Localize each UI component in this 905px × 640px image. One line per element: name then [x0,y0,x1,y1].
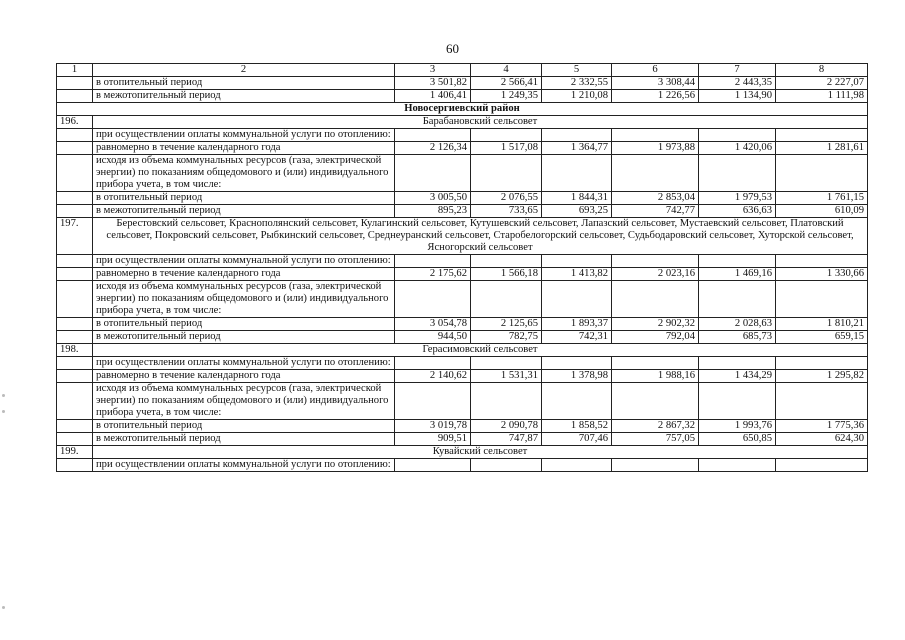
scan-mark [2,410,5,413]
value-cell: 3 005,50 [395,192,471,205]
value-cell: 2 140,62 [395,370,471,383]
table-row [57,370,868,383]
header-cell: 8 [776,64,868,77]
value-cell: 895,23 [395,205,471,218]
row-label: в отопительный период [93,77,395,90]
value-cell: 624,30 [776,433,868,446]
row-label: в межотопительный период [93,433,395,446]
row-label: при осуществлении оплаты коммунальной услуги по отоплению: [93,129,395,142]
value-cell: 650,85 [699,433,776,446]
table-row [57,205,868,218]
row-label: в отопительный период [93,318,395,331]
value-cell: 757,05 [612,433,699,446]
value-cell: 2 902,32 [612,318,699,331]
value-cell: 3 019,78 [395,420,471,433]
header-cell: 7 [699,64,776,77]
value-cell: 1 378,98 [542,370,612,383]
district-title: Новосергиевский район [57,103,868,116]
table-row [57,318,868,331]
table-row [57,433,868,446]
value-cell: 707,46 [542,433,612,446]
row-label: равномерно в течение календарного года [93,142,395,155]
value-cell: 2 566,41 [471,77,542,90]
header-cell: 5 [542,64,612,77]
table-row [57,90,868,103]
table-row [57,357,868,370]
value-cell: 2 023,16 [612,268,699,281]
row-label: исходя из объема коммунальных ресурсов (газа, электрической энергии) по показаниям общедомового и (или) индивидуального прибора учета, в том числе: [93,383,395,420]
value-cell: 1 420,06 [699,142,776,155]
table-row [57,155,868,192]
value-cell: 2 126,34 [395,142,471,155]
section-title-row [57,218,868,255]
value-cell: 1 330,66 [776,268,868,281]
value-cell: 1 249,35 [471,90,542,103]
value-cell: 1 988,16 [612,370,699,383]
section-number: 198. [57,344,93,357]
row-label: при осуществлении оплаты коммунальной услуги по отоплению: [93,357,395,370]
value-cell: 742,77 [612,205,699,218]
value-cell: 1 858,52 [542,420,612,433]
section-number: 199. [57,446,93,459]
header-cell: 6 [612,64,699,77]
value-cell: 659,15 [776,331,868,344]
section-title-row [57,446,868,459]
section-number: 197. [57,218,93,255]
value-cell: 610,09 [776,205,868,218]
value-cell: 1 775,36 [776,420,868,433]
scan-mark [2,394,5,397]
row-label: в межотопительный период [93,205,395,218]
section-title-row [57,344,868,357]
value-cell: 1 295,82 [776,370,868,383]
section-title-row [57,116,868,129]
value-cell: 2 332,55 [542,77,612,90]
value-cell: 742,31 [542,331,612,344]
tariff-table [56,63,868,472]
row-label: при осуществлении оплаты коммунальной услуги по отоплению: [93,459,395,472]
value-cell: 1 281,61 [776,142,868,155]
row-label: при осуществлении оплаты коммунальной услуги по отоплению: [93,255,395,268]
header-cell: 3 [395,64,471,77]
value-cell: 2 175,62 [395,268,471,281]
value-cell: 3 501,82 [395,77,471,90]
row-label: равномерно в течение календарного года [93,370,395,383]
table-row [57,192,868,205]
value-cell: 1 973,88 [612,142,699,155]
table-row [57,459,868,472]
value-cell: 1 364,77 [542,142,612,155]
district-row [57,103,868,116]
value-cell: 1 531,31 [471,370,542,383]
table-row [57,383,868,420]
value-cell: 1 844,31 [542,192,612,205]
row-label: исходя из объема коммунальных ресурсов (газа, электрической энергии) по показаниям общедомового и (или) индивидуального прибора учета, в том числе: [93,281,395,318]
value-cell: 1 434,29 [699,370,776,383]
table-row [57,331,868,344]
scan-mark [2,606,5,609]
value-cell: 2 125,65 [471,318,542,331]
value-cell: 2 853,04 [612,192,699,205]
value-cell: 1 134,90 [699,90,776,103]
row-label: в межотопительный период [93,90,395,103]
header-cell: 2 [93,64,395,77]
table-row [57,281,868,318]
section-title: Кувайский сельсовет [93,446,868,459]
value-cell: 636,63 [699,205,776,218]
header-cell: 1 [57,64,93,77]
section-title: Барабановский сельсовет [93,116,868,129]
value-cell: 1 111,98 [776,90,868,103]
value-cell: 2 443,35 [699,77,776,90]
value-cell: 1 566,18 [471,268,542,281]
value-cell: 1 413,82 [542,268,612,281]
value-cell: 747,87 [471,433,542,446]
value-cell: 685,73 [699,331,776,344]
table-row [57,129,868,142]
value-cell: 2 028,63 [699,318,776,331]
value-cell: 1 993,76 [699,420,776,433]
value-cell: 2 076,55 [471,192,542,205]
row-label: в отопительный период [93,192,395,205]
value-cell: 1 761,15 [776,192,868,205]
value-cell: 3 054,78 [395,318,471,331]
table-row [57,268,868,281]
value-cell: 944,50 [395,331,471,344]
table-row [57,420,868,433]
row-label: в отопительный период [93,420,395,433]
value-cell: 1 469,16 [699,268,776,281]
value-cell: 2 867,32 [612,420,699,433]
value-cell: 733,65 [471,205,542,218]
row-label: исходя из объема коммунальных ресурсов (газа, электрической энергии) по показаниям общедомового и (или) индивидуального прибора учета, в том числе: [93,155,395,192]
value-cell: 693,25 [542,205,612,218]
table-row [57,77,868,90]
value-cell: 1 210,08 [542,90,612,103]
value-cell: 2 227,07 [776,77,868,90]
section-title: Герасимовский сельсовет [93,344,868,357]
value-cell: 3 308,44 [612,77,699,90]
table-row [57,255,868,268]
section-number: 196. [57,116,93,129]
value-cell: 1 406,41 [395,90,471,103]
page-number: 60 [446,41,459,56]
value-cell: 792,04 [612,331,699,344]
value-cell: 1 810,21 [776,318,868,331]
section-title: Берестовский сельсовет, Краснополянский сельсовет, Кулагинский сельсовет, Кутушевский сельсовет, Лапазский сельсовет, Мустаевский сельсовет, Платовский сельсовет, Покровский сельсовет, Рыбкинский сельсовет, Среднеуранский сельсовет, Старобелогорский сельсовет, Судьбодаровский сельсовет, Хуторской сельсовет, Ясногорский сельсовет [93,218,868,255]
row-label: в межотопительный период [93,331,395,344]
value-cell: 909,51 [395,433,471,446]
header-row [57,64,868,77]
value-cell: 1 226,56 [612,90,699,103]
value-cell: 1 979,53 [699,192,776,205]
value-cell: 1 517,08 [471,142,542,155]
header-cell: 4 [471,64,542,77]
value-cell: 2 090,78 [471,420,542,433]
table-row [57,142,868,155]
value-cell: 782,75 [471,331,542,344]
value-cell: 1 893,37 [542,318,612,331]
row-label: равномерно в течение календарного года [93,268,395,281]
